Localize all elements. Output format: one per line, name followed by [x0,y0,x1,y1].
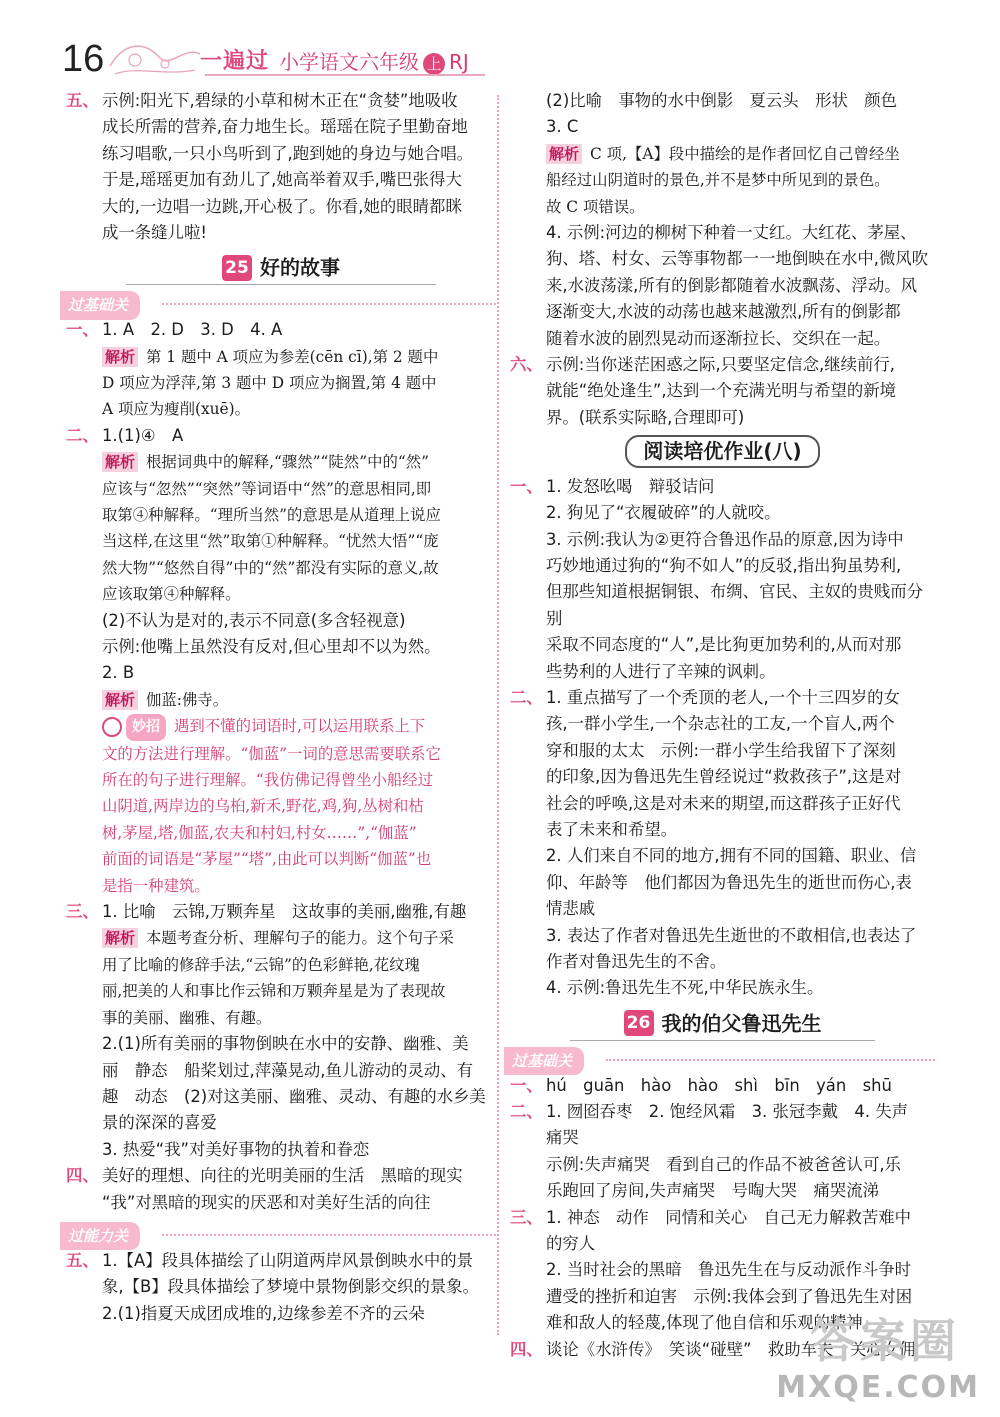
text-line: 社会的呼唤,这是对未来的期望,而这群孩子正好代 [546,793,901,813]
text-line: 山阴道,两岸边的乌桕,新禾,野花,鸡,狗,丛树和枯 [102,797,424,816]
text-line: 树,茅屋,塔,伽蓝,农夫和村妇,村女……”,“伽蓝” [102,823,417,842]
text-line: 前面的词语是“茅屋”“塔”,由此可以判断“伽蓝”也 [102,850,432,869]
text-line: 些势利的人进行了辛辣的讽刺。 [546,661,776,681]
question-label: 五、 [66,91,99,110]
analysis-block [66,449,496,475]
text-line: 3. 示例:我认为②更符合鲁迅作品的原意,因为诗中 [546,529,904,549]
title-underline [570,1040,875,1041]
text-line: 4. 示例:鲁迅先生不死,中华民族永生。 [546,978,824,998]
text-line: 示例:当你迷茫困惑之际,只要坚定信念,继续前行, [546,355,895,375]
text-line: 痛哭 [546,1128,579,1148]
question-label: 五、 [66,1250,99,1270]
answer-text: 1.(1)④ A [102,425,184,445]
text-line: 1.【A】段具体描绘了山阴道两岸风景倒映水中的景 [102,1250,474,1270]
subject-prefix: 小学语文六年级 [279,50,419,74]
text-line: 孩,一群小学生,一个杂志社的工友,一个盲人,两个 [546,714,895,734]
tip-tag: 妙招 [126,714,166,740]
question-label: 二、 [66,425,99,445]
analysis-block [66,687,496,713]
edition-label: RJ [449,50,469,74]
text-line: A 项应为瘦削(xuē)。 [102,400,251,419]
lesson-26-title [510,1010,935,1037]
answer-text: 1. A 2. D 3. D 4. A [102,320,283,340]
analysis-tag: 解析 [102,452,138,472]
text-line: 成一条缝儿啦! [102,223,207,243]
answer-yi [66,317,496,423]
watermark-url: MXQE.COM [776,1370,980,1405]
question-label: 一、 [510,476,543,496]
reading-homework-title [510,435,935,467]
right-column [510,88,935,1363]
text-line: 4. 示例:河边的柳树下种着一丈红。大红花、茅屋、 [546,223,917,243]
analysis-block [66,925,496,951]
reading-answer-er [510,685,935,1002]
text-line: 的穷人 [546,1233,596,1253]
text-line: 船经过山阴道时的景色,并不是梦中所见到的景色。 [546,171,890,190]
text-line: 取第④种解释。“理所当然”的意思是从道理上说应 [102,505,441,524]
tip-block [66,713,496,740]
text-line: D 项应为浮萍,第 3 题中 D 项应为搁置,第 4 题中 [102,373,437,392]
page-header [0,0,1000,85]
pinyin-answers: hú guān hào hào shì bīn yán shū [546,1075,892,1095]
column-divider [497,95,499,1335]
text-line: 应该取第④种解释。 [102,585,241,604]
text-line: 1. 神态 动作 同情和关心 自己无力解救苦难中 [546,1207,912,1227]
page-number: 16 [62,38,105,80]
text-line: 但那些知道根据铜银、布绸、官民、主奴的贵贱而分别 [546,582,923,628]
title-underline [126,284,436,285]
watermark-logo: 答案圈 [810,1314,960,1368]
text-line: 成长所需的营养,奋力地生长。瑶瑶在院子里勤奋地 [102,117,468,137]
basic-answer-yi [510,1073,935,1099]
text-line: 逐渐变大,水波的动荡也越来越激烈,所有的倒影都 [546,302,901,322]
analysis-tag: 解析 [102,928,138,948]
text-line: 遇到不懂的词语时,可以运用联系上下 [174,717,426,736]
text-line: 丽,把美的人和事比作云锦和万颗奔星是为了表现故 [102,982,446,1001]
analysis-tag: 解析 [102,347,138,367]
text-line: 趣 动态 (2)对这美丽、幽雅、灵动、有趣的水乡美 [102,1086,486,1106]
text-line: (2)比喻 事物的水中倒影 夏云头 形状 颜色 [546,91,898,110]
text-line: 仰、年龄等 他们都因为鲁迅先生的逝世而伤心,表 [546,872,912,892]
answer-liu [510,352,935,431]
text-line: 情悲戚 [546,899,596,919]
text-line: 用了比喻的修辞手法,“云锦”的色彩鲜艳,花纹瑰 [102,955,420,974]
text-line: 就能“绝处逢生”,达到一个充满光明与希望的新境 [546,381,897,401]
section-basic-tag [66,289,496,315]
analysis-block [66,344,496,370]
text-line: 示例:失声痛哭 看到自己的作品不被爸爸认可,乐 [546,1154,901,1174]
text-line: 象,【B】段具体描绘了梦境中景物倒影交织的景象。 [102,1277,480,1297]
reading-title-text: 阅读培优作业(八) [625,435,819,467]
text-line: 于是,瑶瑶更加有劲儿了,她高举着双手,嘴巴张得大 [102,170,462,190]
text-line: 1. 发怒吆喝 辩驳诘问 [546,476,715,496]
left-column [66,88,496,1327]
answer-wu-2 [66,1248,496,1327]
question-label: 二、 [510,687,543,707]
section-tag: 过能力关 [60,1222,140,1250]
text-line: 2. 当时社会的黑暗 鲁迅先生在与反动派作斗争时 [546,1260,912,1280]
text-line: 表了未来和希望。 [546,819,678,839]
text-line: 练习唱歌,一只小鸟听到了,跑到她的身边与她合唱。 [102,143,474,163]
header-underline [205,74,485,76]
text-line: 大的,一边唱一边跳,开心极了。你看,她的眼睛都眯 [102,196,462,216]
lesson-number-badge: 25 [222,255,252,281]
text-line: 谈论《水浒传》 笑谈“碰壁” 救助车夫 关心女佣 [546,1339,916,1359]
dotted-rule [606,1059,935,1061]
text-line: 应该与“忽然”“突然”等词语中“然”的意思相同,即 [102,479,432,498]
text-line: 本题考查分析、理解句子的能力。这个句子采 [146,929,454,948]
text-line: 狗、塔、村女、云等事物都一一地倒映在水中,微风吹 [546,249,929,269]
answer-san [66,899,496,1163]
text-line: 巧妙地通过狗的“狗不如人”的反驳,指出狗虽势利, [546,555,902,575]
lesson-title-text: 我的伯父鲁迅先生 [661,1011,822,1036]
question-label: 四、 [510,1339,543,1359]
answer-er [66,423,496,899]
subject-title [279,46,469,75]
text-line: 是指一种建筑。 [102,876,210,895]
basic-answer-er [510,1099,935,1205]
text-line: 根据词典中的解释,“骤然”“陡然”中的“然” [146,453,429,472]
text-line: (2)不认为是对的,表示不同意(多含轻视意) [102,610,406,630]
question-label: 二、 [510,1101,543,1121]
text-line: 作者对鲁迅先生的不舍。 [546,952,727,971]
answer-si [66,1163,496,1216]
analysis-tag: 解析 [546,144,582,164]
answer-text: 1. 比喻 云锦,万颗奔星 这故事的美丽,幽雅,有趣 [102,902,467,922]
text-line: 3. 表达了作者对鲁迅先生逝世的不敢相信,也表达了 [546,925,917,945]
reading-answer-yi [510,474,935,685]
text-line: 遭受的挫折和迫害 示例:我体会到了鲁迅先生对困 [546,1286,913,1306]
question-label: 四、 [66,1166,99,1186]
text-line: 景的深深的喜爱 [102,1113,217,1133]
text-line: 第 1 题中 A 项应为参差(cēn cī),第 2 题中 [146,347,439,366]
answer-wu [66,88,496,246]
text-line: 当这样,在这里“然”取第①种解释。“忧然大悟”“庞 [102,532,439,551]
text-line: 2.(1)所有美丽的事物倒映在水中的安静、幽雅、美 [102,1034,469,1054]
analysis-block [510,141,935,167]
lightbulb-icon [102,717,122,737]
text-line: 界。(联系实际略,合理即可) [546,407,745,427]
text-line: 2.(1)指夏天成团成堆的,边缘参差不齐的云朵 [102,1303,425,1323]
text-line: 的印象,因为鲁迅先生曾经说过“救救孩子”,这是对 [546,767,902,787]
text-line: 随着水波的剧烈晃动而逐渐拉长、交织在一起。 [546,328,891,348]
brand-logo: 一遍过 [200,49,270,74]
lesson-number-badge: 26 [624,1010,654,1036]
text-line: 示例:他嘴上虽然没有反对,但心里却不以为然。 [102,637,441,657]
question-label: 一、 [66,320,99,340]
text-line: 穿和服的太太 示例:一群小学生给我留下了深刻 [546,740,896,760]
question-label: 一、 [510,1075,543,1095]
text-line: 1. 囫囵吞枣 2. 饱经风霜 3. 张冠李戴 4. 失声 [546,1101,909,1121]
text-line: “我”对黑暗的现实的厌恶和对美好生活的向往 [102,1192,431,1212]
text-line: 2. 狗见了“衣履破碎”的人就咬。 [546,503,781,523]
text-line: 难和敌人的轻蔑,体现了他自信和乐观的精神。 [546,1313,880,1333]
text-line: 丽 静态 船桨划过,萍藻晃动,鱼儿游动的灵动、有 [102,1060,474,1080]
text-line: 采取不同态度的“人”,是比狗更加势利的,从而对那 [546,635,902,655]
text-line: 3. 热爱“我”对美好事物的执着和眷恋 [102,1139,370,1159]
text-line: 文的方法进行理解。“伽蓝”一词的意思需要联系它 [102,744,441,763]
section-basic-tag [510,1045,935,1071]
text-line: 3. C [546,117,579,137]
dotted-rule [162,303,496,305]
lesson-25-title [66,254,496,281]
text-line: C 项,【A】段中描绘的是作者回忆自己曾经坐 [590,144,900,163]
text-line: 1. 重点描写了一个秃顶的老人,一个十三四岁的女 [546,687,900,707]
text-line: 故 C 项错误。 [546,197,645,216]
text-line: 伽蓝:佛寺。 [146,690,229,709]
analysis-tag: 解析 [102,690,138,710]
text-line: 美好的理想、向往的光明美丽的生活 黑暗的现实 [102,1166,463,1186]
text-line: 2. B [102,663,135,683]
section-ability-tag [66,1220,496,1246]
text-line: 2. 人们来自不同的地方,拥有不同的国籍、职业、信 [546,846,917,866]
text-line: 所在的句子进行理解。“我仿佛记得曾坐小船经过 [102,771,434,790]
lesson-title-text: 好的故事 [260,255,340,280]
text-line: 来,水波荡漾,所有的倒影都随着水波飘荡、浮动。风 [546,275,918,295]
text-line: 事的美丽、幽雅、有趣。 [102,1008,272,1027]
volume-badge: 上 [423,53,445,75]
section-tag: 过基础关 [504,1047,584,1075]
text-line: 乐跑回了房间,失声痛哭 号啕大哭 痛哭流涕 [546,1181,880,1201]
question-label: 三、 [66,902,99,922]
question-label: 三、 [510,1207,543,1227]
section-tag: 过基础关 [60,291,140,319]
text-line: 然大物”“悠然自得”中的“然”都没有实际的意义,故 [102,558,439,577]
question-label: 六、 [510,355,543,375]
text-line: 示例:阳光下,碧绿的小草和树木正在“贪婪”地吸收 [102,91,458,110]
dotted-rule [162,1234,496,1236]
